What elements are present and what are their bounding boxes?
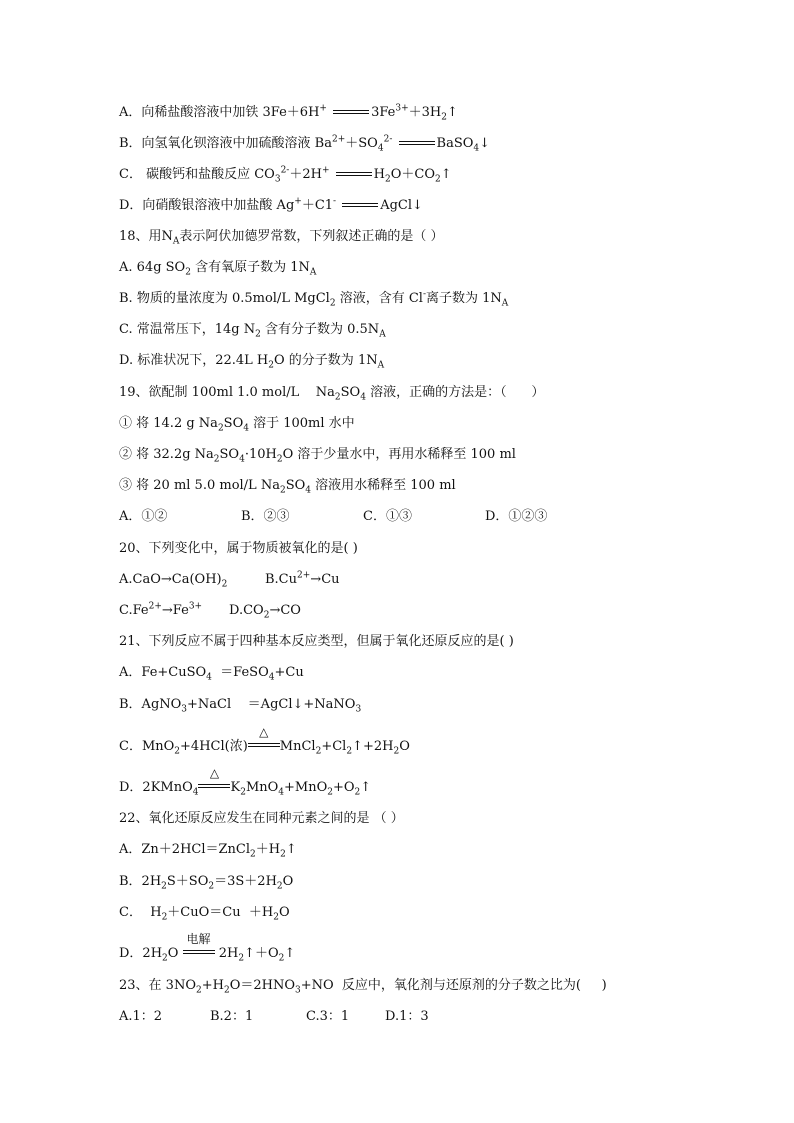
q19-option-c: C．①③ — [363, 509, 412, 524]
q21-option-d: D．2KMnO$_4$ △ $K_2MnO_4+MnO_2+O_2↑$ — [119, 766, 372, 798]
q17-option-d: D．向硝酸银溶液中加盐酸 Ag+＋C1- AgCl↓ — [119, 196, 423, 213]
electrolysis-condition: 电解 — [183, 945, 215, 963]
q19-statement-1: ① 将 14.2 g $Na_2SO_4$ 溶于 100ml 水中 — [119, 416, 355, 434]
q19-option-b: B．②③ — [241, 509, 290, 524]
q18-option-d: D. 标准状况下，22.4L $H_2O$ 的分子数为 $1N_A$ — [119, 353, 385, 371]
q23-option-a: A.1：2 — [119, 1009, 163, 1024]
q19-option-d: D．①②③ — [485, 509, 548, 524]
q21-stem: 21、下列反应不属于四种基本反应类型，但属于氧化还原反应的是( ) — [119, 634, 514, 649]
q22-option-d: D．$2H_2O$ 电解 $2H_2↑+O_2↑$ — [119, 932, 296, 964]
q18-stem: 18、用$N_A$表示阿伏加德罗常数，下列叙述正确的是（ ） — [119, 229, 444, 247]
q19-stem: 19、欲配制 100ml 1.0 mol/L $Na_2SO_4$ 溶液，正确的方法是：（ ） — [119, 385, 545, 403]
q21-option-b: B．AgNO$_3$+NaCl ＝AgCl↓+NaNO$_3$ — [119, 697, 362, 715]
q21-option-c: C．MnO$_2$+4HCl(浓) △ $MnCl_2+Cl_2↑+2H_2O$ — [119, 725, 410, 757]
q23-option-c: C.3：1 — [306, 1009, 350, 1024]
q22-option-c: C． $H_2+CuO=Cu +H_2O$ — [119, 905, 290, 923]
q20-option-c: $C.Fe^{2+}\to Fe^{3+}$ — [119, 601, 203, 618]
q20-stem: 20、下列变化中，属于物质被氧化的是( ) — [119, 541, 358, 556]
q18-option-c: C. 常温常压下，14g $N_2$ 含有分子数为 $0.5N_A$ — [119, 322, 386, 340]
q21-option-a: A．Fe+CuSO$_4$ ＝FeSO$_4$+Cu — [119, 665, 304, 683]
q23-stem: 23、在 $3NO_2+H_2O=2HNO_3+NO$ 反应中，氧化剂与还原剂的分子数之比为( ) — [119, 978, 607, 996]
q18-option-b: B. 物质的量浓度为 0.5mol/L MgCl$_2$ 溶液，含有 Cl-离子数为 $1N_A$ — [119, 289, 509, 309]
q17-option-c: C． 碳酸钙和盐酸反应 $CO_3^{2-}+2H^+$ $H_2O+CO_2↑$ — [119, 165, 452, 185]
q20-option-a: $A.CaO\to Ca(OH)_2$ — [119, 572, 228, 590]
q20-options-ab — [119, 571, 340, 589]
q22-option-b: B．$2H_2S+SO_2=3S+2H_2O$ — [119, 874, 294, 892]
q17-option-b: B．向氢氧化钡溶液中加硫酸溶液 $Ba^{2+}+SO_4^{2-}$ BaSO$_4$↓ — [119, 134, 491, 154]
q22-option-a: A．$Zn+2HCl=ZnCl_2+H_2↑$ — [119, 842, 297, 860]
q18-option-a: A. 64g $SO_2$ 含有氧原子数为 $1N_A$ — [119, 260, 317, 278]
q20-option-d: $D.CO_2\to CO$ — [229, 603, 301, 621]
q23-option-d: D.1：3 — [385, 1009, 429, 1024]
q19-option-a: A．①② — [119, 509, 168, 524]
heat-condition: △ — [248, 738, 280, 756]
q19-statement-2: ② 将 32.2g $Na_2SO_4\cdot 10H_2O$ 溶于少量水中，再用水稀释至 100 ml — [119, 447, 516, 465]
heat-condition: △ — [198, 779, 230, 797]
q23-option-b: B.2：1 — [210, 1009, 254, 1024]
q22-stem: 22、氧化还原反应发生在同种元素之间的是 （ ） — [119, 811, 404, 826]
q20-options-cd — [119, 602, 301, 620]
q20-option-b: $B.Cu^{2+}\to Cu$ — [265, 570, 340, 587]
q19-options — [119, 508, 547, 526]
q17-option-a: A．向稀盐酸溶液中加铁 3Fe＋6H+ $3Fe^{3+}+3H_2↑$ — [119, 103, 458, 123]
q23-options — [119, 1008, 429, 1026]
q19-statement-3: ③ 将 20 ml 5.0 mol/L $Na_2SO_4$ 溶液用水稀释至 100 ml — [119, 478, 456, 496]
